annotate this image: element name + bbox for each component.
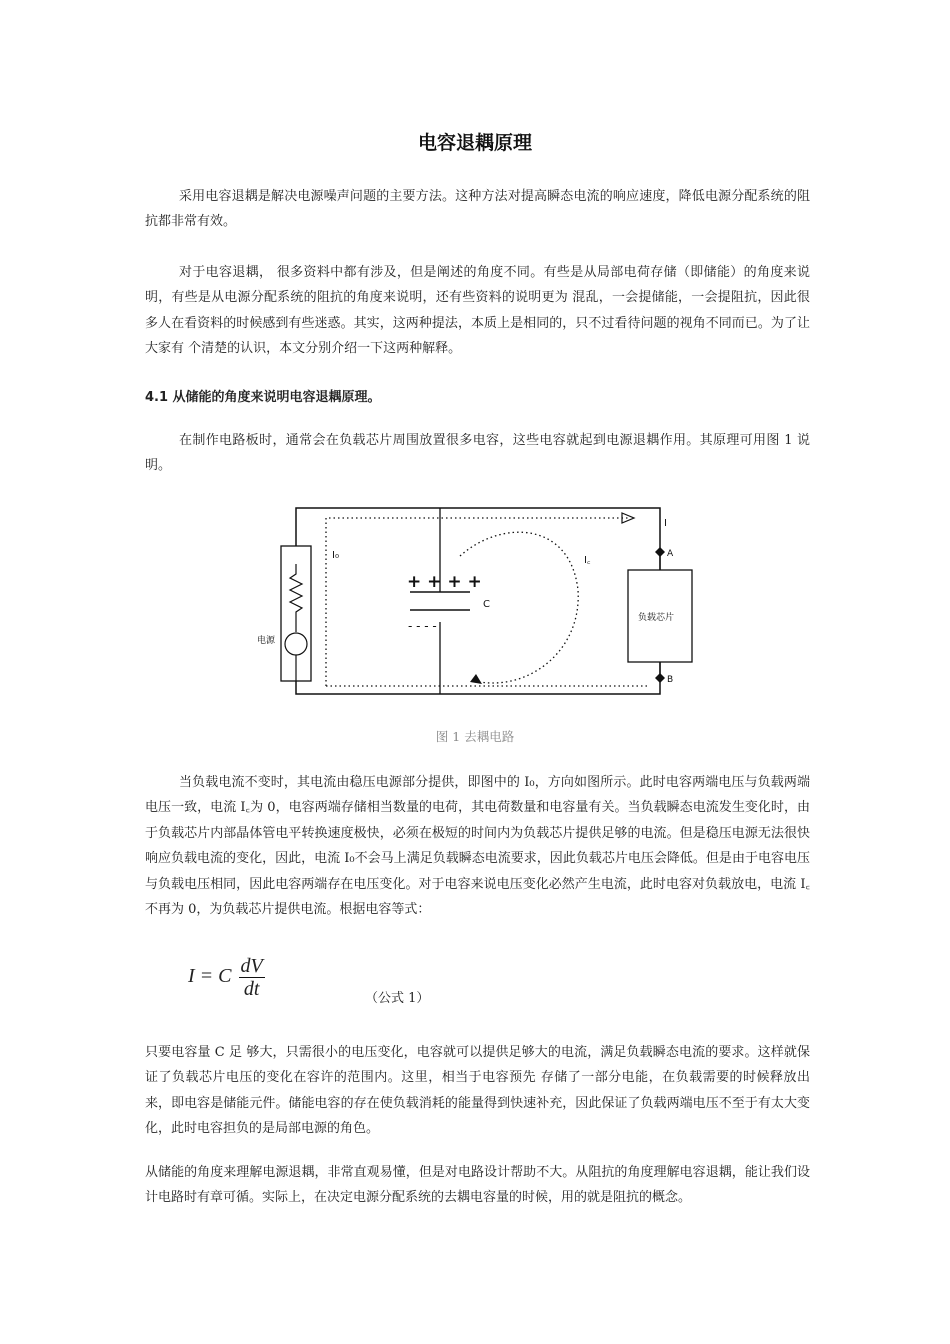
decoupling-circuit-diagram [257, 500, 680, 700]
ic-arrow-icon [470, 674, 482, 684]
formula-lhs: I = C [188, 965, 232, 988]
formula-denominator: dt [243, 978, 260, 1000]
paragraph-explanation: 当负载电流不变时，其电流由稳压电源部分提供，即图中的 I₀，方向如图所示。此时电容两端电压与负载两端电压一致，电流 I꜀为 0，电容两端存储相当数量的电荷，其电荷数量和电容量有关。当负载瞬态电流发生变化时，由于负载芯片内部晶体管电平转换速度极快，必须在极短的时间内为负载芯片提供足够的电流。但是稳压电源无法很快响应负载电流的变化，因此，电流 I₀不会马上满足负载瞬态电流要求，因此负载芯片电压会降低。但是由于电容电压与负载电压相同，因此电容两端存在电压变化。对于电容来说电压变化必然产生电流，此时电容对负载放电，电流 I꜀不再为 0，为负载芯片提供电流。根据电容等式： [145, 775, 810, 918]
i-label: I [664, 518, 667, 529]
capacitor-plus-signs: + + + + [407, 572, 482, 592]
capacitor-label: C [483, 599, 490, 610]
paragraph-overview: 对于电容退耦， 很多资料中都有涉及，但是阐述的角度不同。有些是从局部电荷存储（即储能）的角度来说明，有些是从电源分配系统的阻抗的角度来说明，还有些资料的说明更为 混乱，一会提储能，一会提阻抗，因此很多人在看资料的时候感到有些迷惑。其实，这两种提法，本质上是相同的，只不过看待问题的视角不同而已。为了让大家有 个清楚的认识，本文分别介绍一下这两种解释。 [145, 265, 810, 357]
node-b-label: B [667, 675, 674, 685]
circuit-outline [296, 508, 660, 694]
figure-caption: 图 1 去耦电路 [435, 729, 515, 744]
load-chip-label: 负载芯片 [638, 613, 675, 623]
paragraph-impedance: 从储能的角度来理解电源退耦，非常直观易懂，但是对电路设计帮助不大。从阻抗的角度理解电容退耦，能让我们设计电路时有章可循。实际上，在决定电源分配系统的去耦电容量的时候，用的就是阻抗的概念。 [145, 1165, 810, 1206]
capacitor-formula [188, 955, 265, 1000]
source-label: 电源 [257, 636, 276, 646]
page-title: 电容退耦原理 [417, 132, 532, 154]
capacitor-minus-signs: - - - - [408, 619, 437, 633]
voltage-source-icon [285, 633, 307, 655]
i0-label: I₀ [332, 550, 339, 561]
paragraph-conclusion: 只要电容量 C 足 够大，只需很小的电压变化，电容就可以提供足够大的电流，满足负载瞬态电流的要求。这样就保证了负载芯片电压的变化在容许的范围内。这里，相当于电容预先 存储了一部分电能，在负载需要的时候释放出来，即电容是储能元件。储能电容的存在使负载消耗的能量得到快速补充，因此保证了负载两端电压不至于有太大变 化，此时电容担负的是局部电源的角色。 [145, 1045, 810, 1137]
i0-arrow-icon [622, 513, 634, 523]
section-heading: 4.1 从储能的角度来说明电容退耦原理。 [145, 390, 381, 405]
node-a-label: A [667, 549, 674, 559]
paragraph-intro: 采用电容退耦是解决电源噪声问题的主要方法。这种方法对提高瞬态电流的响应速度，降低电源分配系统的阻抗都非常有效。 [145, 189, 810, 230]
paragraph-figure-intro: 在制作电路板时，通常会在负载芯片周围放置很多电容，这些电容就起到电源退耦作用。其原理可用图 1 说明。 [145, 433, 810, 474]
ic-label: I꜀ [584, 555, 591, 566]
i0-current-path [326, 518, 630, 686]
formula-numerator: dV [240, 955, 263, 977]
formula-label: （公式 1） [365, 991, 430, 1006]
formula-fraction [239, 955, 265, 1000]
ic-current-path [460, 532, 578, 683]
